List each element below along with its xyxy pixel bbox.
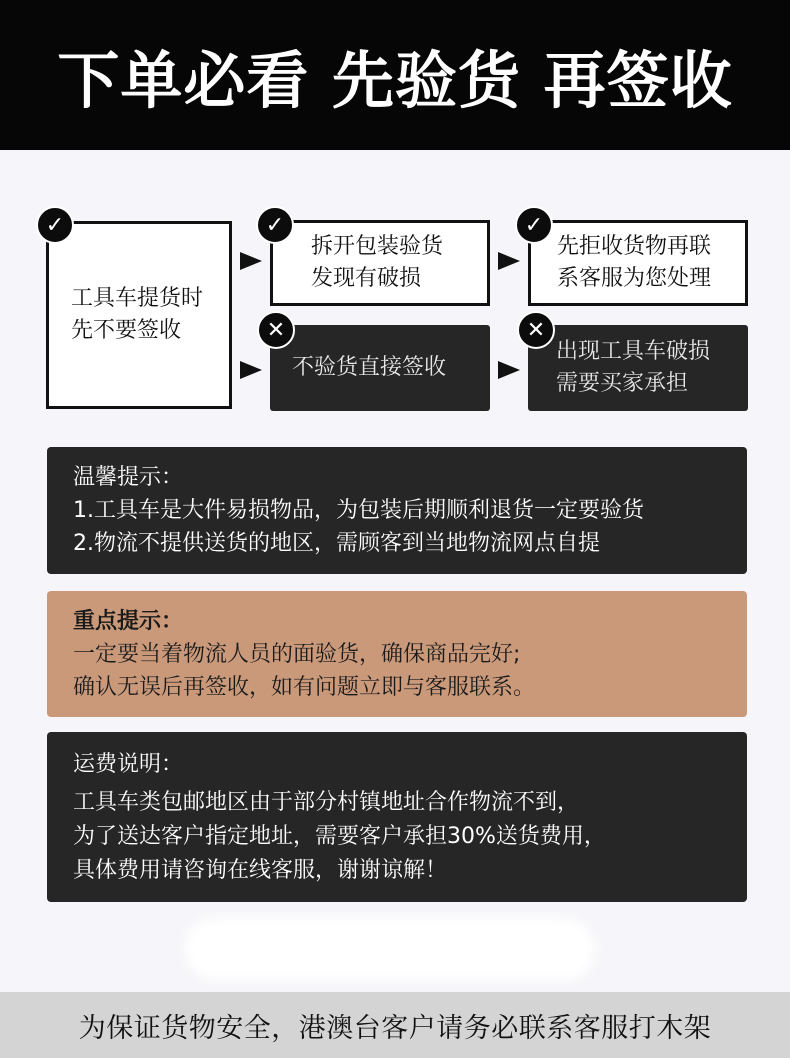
shipping-line-2: 为了送达客户指定地址，需要客户承担30%送货费用， xyxy=(73,824,606,849)
shipping-panel xyxy=(47,732,747,902)
start-box xyxy=(46,221,232,409)
arrow-right-icon xyxy=(240,252,262,270)
start-line-1: 工具车提货时 xyxy=(71,286,204,311)
notice-line-2: 2.物流不提供送货的地区，需顾客到当地物流网点自提 xyxy=(73,531,600,556)
key-notice-title: 重点提示： xyxy=(73,609,184,634)
start-line-2: 先不要签收 xyxy=(71,318,182,343)
key-notice-panel xyxy=(47,591,747,717)
correct-step2-line-2: 系客服为您处理 xyxy=(557,266,712,291)
notice-panel xyxy=(47,447,747,574)
arrow-right-icon xyxy=(498,252,520,270)
cross-icon: ✕ xyxy=(517,311,555,349)
shipping-line-1: 工具车类包邮地区由于部分村镇地址合作物流不到， xyxy=(73,790,580,815)
check-icon: ✓ xyxy=(36,206,74,244)
cross-icon: ✕ xyxy=(257,311,295,349)
shipping-title: 运费说明： xyxy=(73,752,184,777)
wrong-step2-line-2: 需要买家承担 xyxy=(556,371,689,396)
correct-step2-line-1: 先拒收货物再联 xyxy=(557,234,712,259)
shipping-line-3: 具体费用请咨询在线客服，谢谢谅解！ xyxy=(73,858,448,883)
check-icon: ✓ xyxy=(256,206,294,244)
correct-step1-line-1: 拆开包装验货 xyxy=(311,234,444,259)
notice-line-1: 1.工具车是大件易损物品，为包装后期顺利退货一定要验货 xyxy=(73,498,644,523)
notice-title: 温馨提示： xyxy=(73,465,184,490)
wrong-step1-line-1: 不验货直接签收 xyxy=(292,355,447,380)
wrong-step1-box xyxy=(270,325,490,411)
correct-step2-box xyxy=(528,220,748,306)
correct-step1-line-2: 发现有破损 xyxy=(311,266,422,291)
arrow-right-icon xyxy=(498,361,520,379)
check-icon: ✓ xyxy=(515,206,553,244)
key-notice-line-2: 确认无误后再签收，如有问题立即与客服联系。 xyxy=(73,675,536,700)
wrong-step2-box xyxy=(528,325,748,411)
key-notice-line-1: 一定要当着物流人员的面验货，确保商品完好; xyxy=(73,642,521,667)
footer-banner: 为保证货物安全，港澳台客户请务必联系客服打木架 xyxy=(0,992,790,1058)
blurred-area xyxy=(185,918,595,980)
wrong-step2-line-1: 出现工具车破损 xyxy=(556,339,711,364)
page-title: 下单必看 先验货 再签收 xyxy=(0,0,790,150)
correct-step1-box xyxy=(270,220,490,306)
arrow-right-icon xyxy=(240,361,262,379)
